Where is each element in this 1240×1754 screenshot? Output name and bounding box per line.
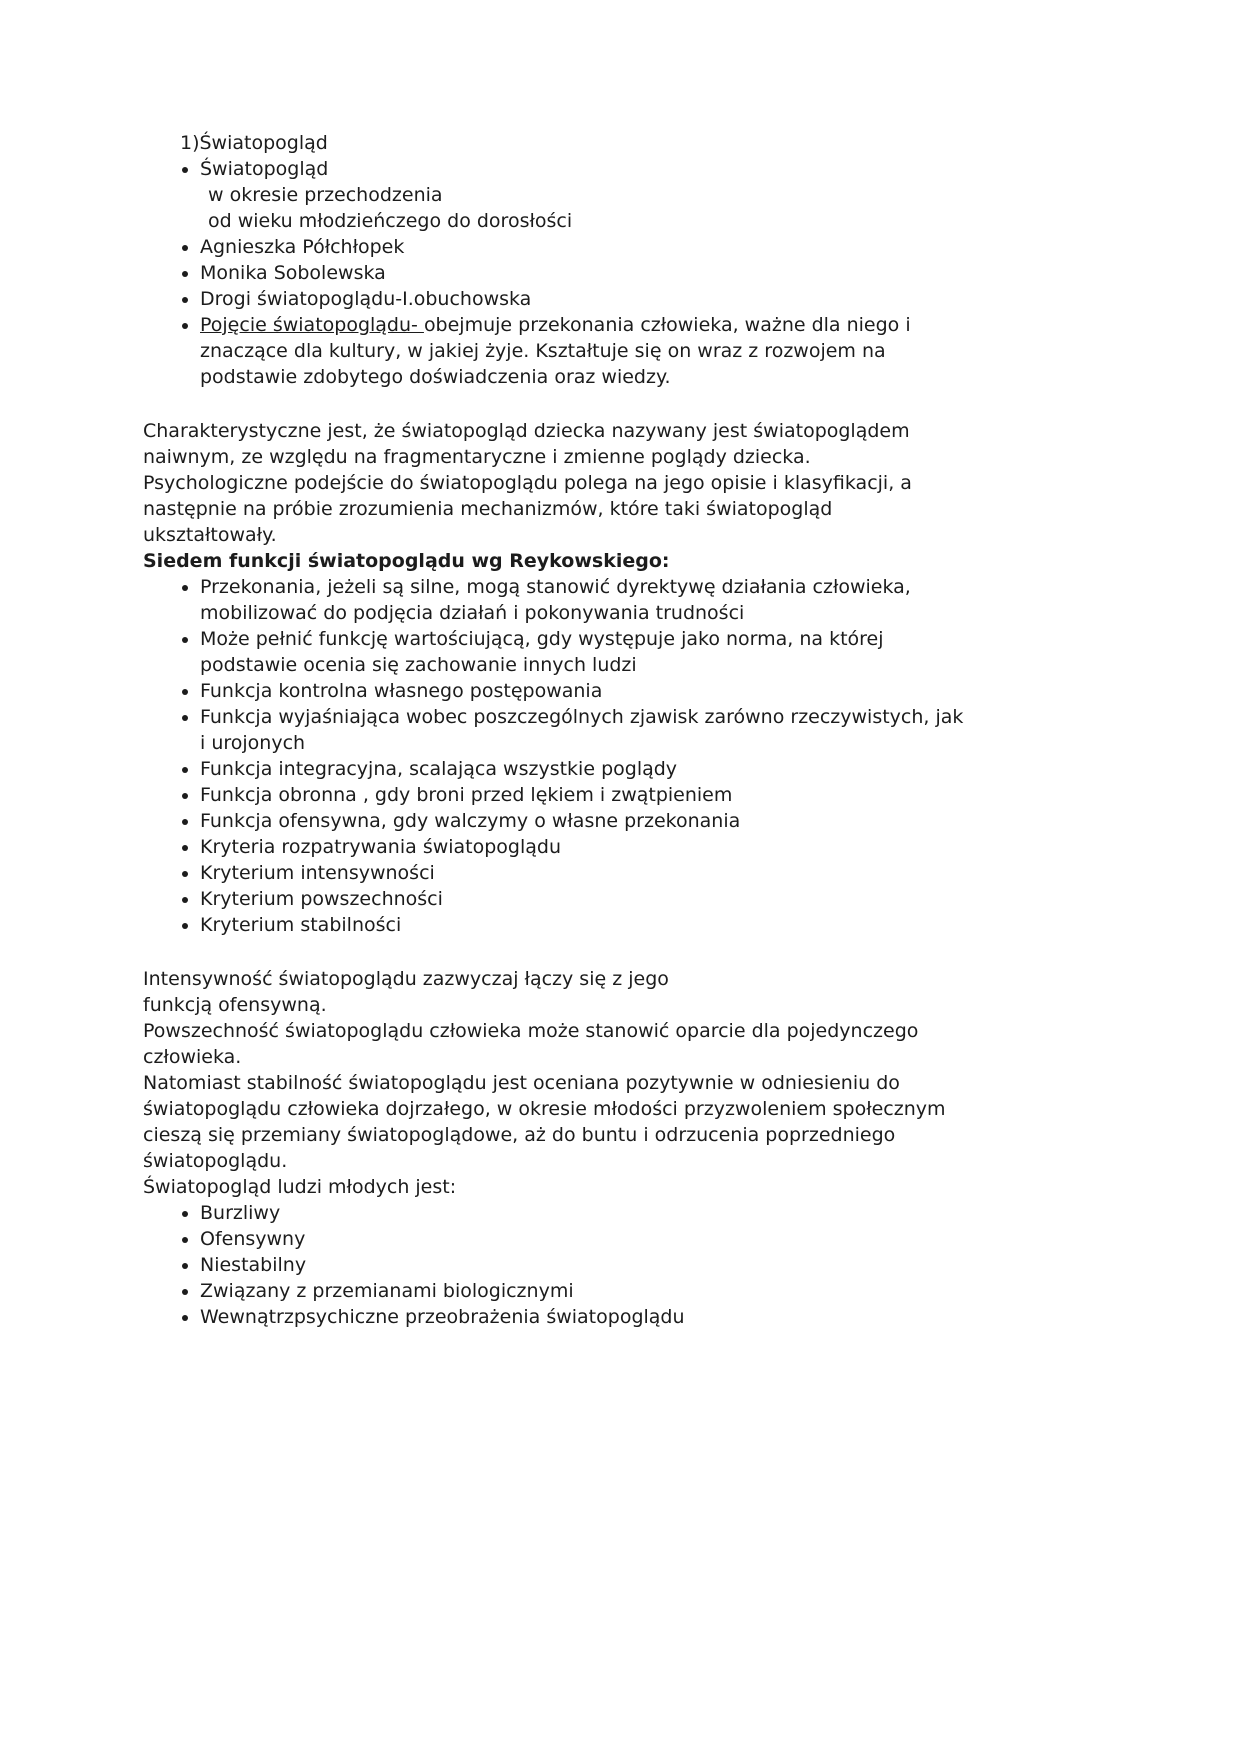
- list-item: • Wewnątrzpsychiczne przeobrażenia światopoglądu: [200, 1304, 965, 1330]
- list-item: • Funkcja wyjaśniająca wobec poszczególnych zjawisk zarówno rzeczywistych, jak i urojonych: [200, 704, 965, 756]
- list-item: • Kryterium intensywności: [200, 860, 965, 886]
- paragraph-psychological-approach: Psychologiczne podejście do światopoglądu polega na jego opisie i klasyfikacji, a następnie na próbie zrozumienia mechanizmów, które taki światopogląd ukształtowały.: [143, 472, 912, 546]
- intro-item-line: w okresie przechodzenia: [208, 184, 443, 206]
- intro-item-line: • Światopogląd: [200, 158, 329, 180]
- definition-text: obejmuje przekonania człowieka, ważne dla niego i znaczące dla kultury, w jakiej żyje. Kształtuje się on wraz z rozwojem na podstawie zdobytego doświadczenia oraz wiedzy.: [200, 314, 911, 388]
- list-item: • Kryterium stabilności: [200, 912, 965, 938]
- intensity-line: funkcją ofensywną.: [143, 994, 327, 1016]
- paragraph-naive-worldview: Charakterystyczne jest, że światopogląd dziecka nazywany jest światopoglądem naiwnym, ze względu na fragmentaryczne i zmienne poglądy dziecka.: [143, 420, 910, 468]
- paragraph-stability: Natomiast stabilność światopoglądu jest oceniana pozytywnie w odniesieniu do światopoglądu człowieka dojrzałego, w okresie młodości przyzwoleniem społecznym cieszą się przemiany światopoglądowe, aż do buntu i odrzucenia poprzedniego światopoglądu.: [143, 1072, 946, 1172]
- intro-bullet-list: [143, 156, 965, 390]
- list-item: • Funkcja obronna , gdy broni przed lękiem i zwątpieniem: [200, 782, 965, 808]
- list-item: • Związany z przemianami biologicznymi: [200, 1278, 965, 1304]
- functions-heading: Siedem funkcji światopoglądu wg Reykowskiego:: [143, 550, 670, 572]
- list-item: • Burzliwy: [200, 1200, 965, 1226]
- list-item: • Niestabilny: [200, 1252, 965, 1278]
- list-item: • Drogi światopoglądu-I.obuchowska: [200, 286, 965, 312]
- underlined-term: Pojęcie światopoglądu-: [200, 314, 424, 336]
- young-worldview-heading: Światopogląd ludzi młodych jest:: [143, 1176, 457, 1198]
- list-item: • Agnieszka Półchłopek: [200, 234, 965, 260]
- intro-item-line: od wieku młodzieńczego do dorosłości: [208, 210, 573, 232]
- list-item: • Funkcja integracyjna, scalająca wszystkie poglądy: [200, 756, 965, 782]
- paragraph-universality: Powszechność światopoglądu człowieka może stanowić oparcie dla pojedynczego człowieka.: [143, 1020, 919, 1068]
- list-item: • Monika Sobolewska: [200, 260, 965, 286]
- list-item: • Funkcja kontrolna własnego postępowania: [200, 678, 965, 704]
- list-item: • Funkcja ofensywna, gdy walczymy o własne przekonania: [200, 808, 965, 834]
- list-item: • Może pełnić funkcję wartościującą, gdy występuje jako norma, na której podstawie ocenia się zachowanie innych ludzi: [200, 626, 965, 678]
- page-title: 1)Światopogląd: [180, 132, 328, 154]
- list-item: [200, 312, 965, 390]
- list-item: • Kryterium powszechności: [200, 886, 965, 912]
- list-item: • Ofensywny: [200, 1226, 965, 1252]
- functions-bullet-list: [143, 574, 965, 938]
- list-item: • Kryteria rozpatrywania światopoglądu: [200, 834, 965, 860]
- list-item: [200, 156, 965, 234]
- list-item: • Przekonania, jeżeli są silne, mogą stanowić dyrektywę działania człowieka, mobilizować do podjęcia działań i pokonywania trudności: [200, 574, 965, 626]
- intensity-line: Intensywność światopoglądu zazwyczaj łączy się z jego: [143, 968, 669, 990]
- young-worldview-bullet-list: [143, 1200, 965, 1330]
- paragraph-intensity: [143, 966, 965, 1018]
